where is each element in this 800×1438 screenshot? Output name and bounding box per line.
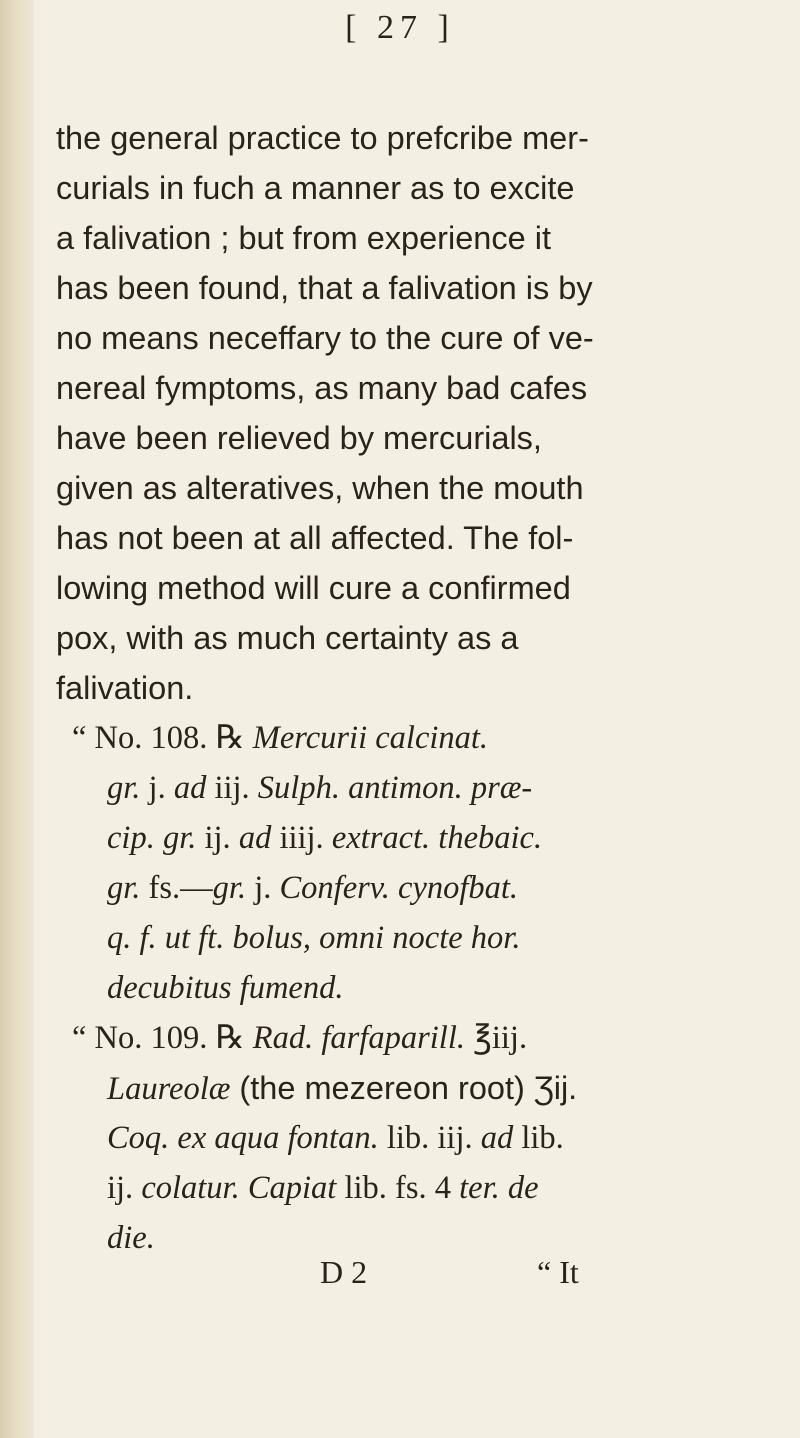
catchword: “ It: [537, 1254, 579, 1290]
page-number-header: [ 27 ]: [345, 9, 455, 46]
body-line-11: pox, with as much certainty as a: [56, 620, 519, 656]
rx109-line-3: Coq. ex aqua fontan. lib. iij. ad lib.: [107, 1120, 564, 1156]
body-line-10: lowing method will cure a confirmed: [56, 570, 571, 606]
rx108-line-3: cip. gr. ij. ad iiij. extract. thebaic.: [107, 820, 543, 856]
rx109-line-5: die.: [107, 1220, 155, 1256]
rx108-line-2: gr. j. ad iij. Sulph. antimon. præ-: [107, 770, 533, 806]
body-line-6: nereal fymptoms, as many bad cafes: [56, 370, 588, 406]
rx108-ingredient: Mercurii calcinat.: [252, 720, 489, 756]
rx108-line-1: [72, 713, 488, 763]
body-line-12: falivation.: [56, 670, 194, 706]
body-line-2: curials in fuch a manner as to excite: [56, 170, 575, 206]
body-line-3: a falivation ; but from experience it: [56, 220, 551, 256]
rx109-line-4: ij. colatur. Capiat lib. fs. 4 ter. de: [107, 1170, 539, 1206]
signature-mark: D 2: [320, 1254, 368, 1290]
body-line-7: have been relieved by mercurials,: [56, 420, 542, 456]
rx109-line-1: “ No. 109. ℞ Rad. farfaparill. ℥iij.: [72, 1020, 528, 1056]
rx108-line-4: gr. fs.—gr. j. Conferv. cynofbat.: [107, 870, 519, 906]
body-line-9: has not been at all affected. The fol-: [56, 520, 574, 556]
rx109-line-2: Laureolæ (the mezereon root) Ʒij.: [107, 1070, 578, 1107]
recipe-symbol: ℞: [215, 1020, 253, 1056]
body-line-4: has been found, that a falivation is by: [56, 270, 593, 306]
body-line-1: the general practice to prefcribe mer-: [56, 120, 589, 156]
recipe-symbol: ℞: [215, 720, 253, 756]
rx108-line-5: q. f. ut ft. bolus, omni nocte hor.: [107, 920, 521, 956]
rx108-number: “ No. 108.: [72, 720, 216, 756]
body-line-8: given as alteratives, when the mouth: [56, 470, 584, 506]
body-line-5: no means neceffary to the cure of ve-: [56, 320, 594, 356]
rx109-number: “ No. 109.: [72, 1020, 216, 1056]
rx108-line-6: decubitus fumend.: [107, 970, 344, 1006]
